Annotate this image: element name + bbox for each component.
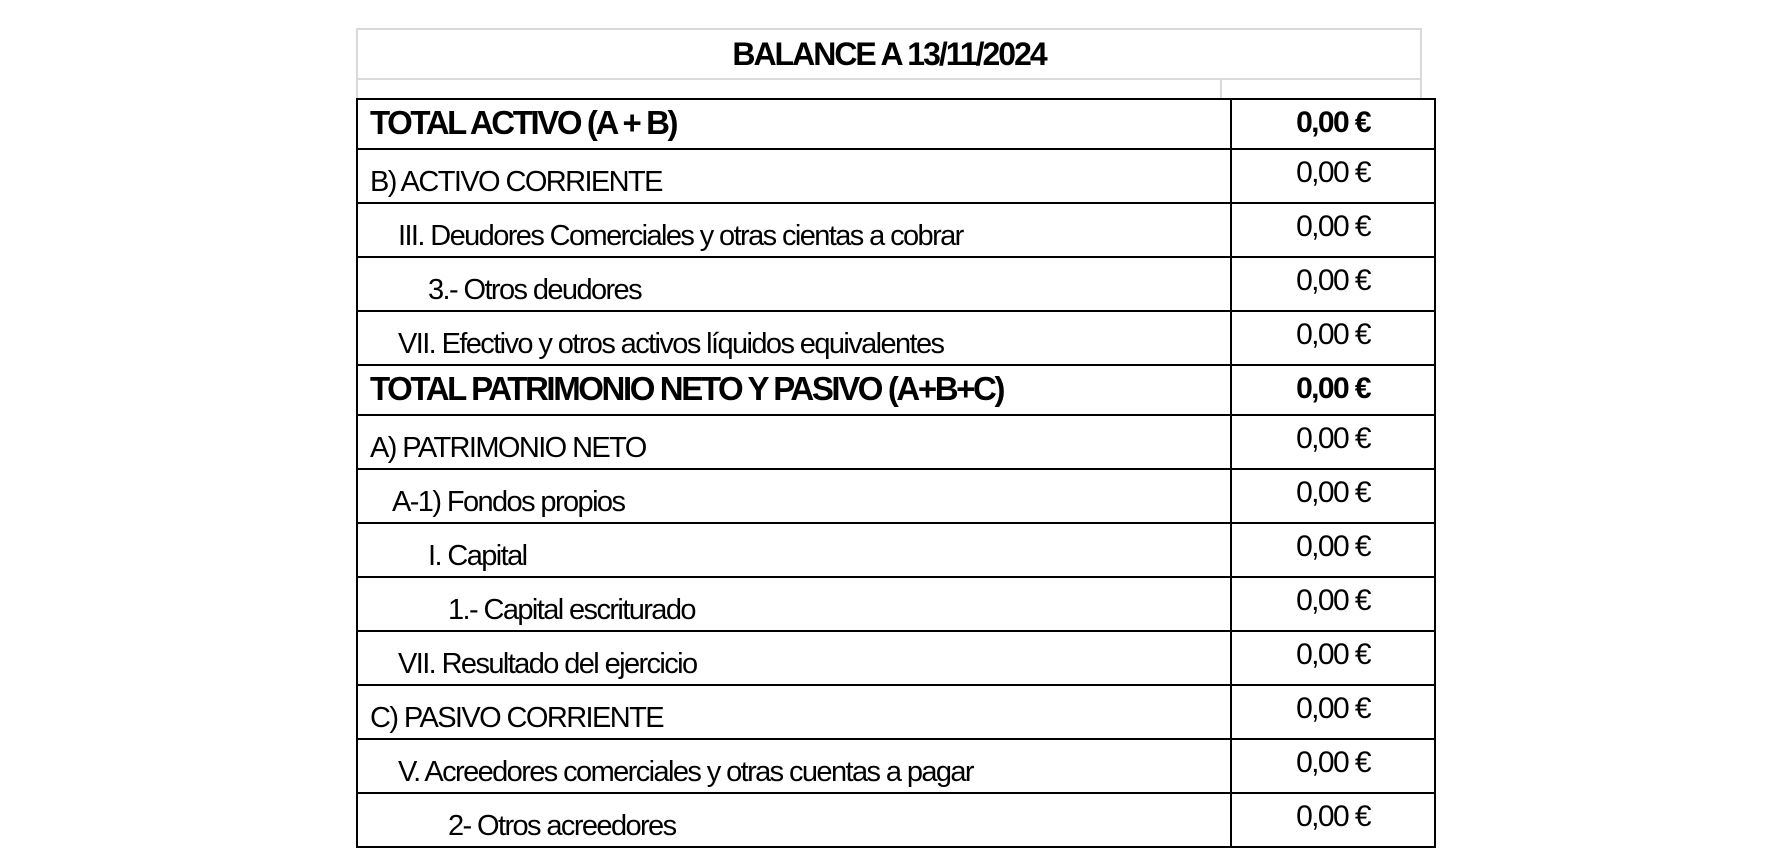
- table-row: [357, 203, 1435, 257]
- row-label: I. Capital: [357, 523, 1231, 577]
- balance-table: [356, 98, 1436, 848]
- row-label: 2- Otros acreedores: [357, 793, 1231, 847]
- row-amount: 0,00 €: [1231, 739, 1435, 793]
- table-row: [357, 793, 1435, 847]
- row-amount: 0,00 €: [1231, 257, 1435, 311]
- row-label: A-1) Fondos propios: [357, 469, 1231, 523]
- row-label: V. Acreedores comerciales y otras cuentas a pagar: [357, 739, 1231, 793]
- balance-sheet: [356, 28, 1422, 848]
- row-label: 1.- Capital escriturado: [357, 577, 1231, 631]
- row-amount: 0,00 €: [1231, 523, 1435, 577]
- row-amount: 0,00 €: [1231, 365, 1435, 415]
- spacer-row: [356, 78, 1422, 98]
- row-amount: 0,00 €: [1231, 631, 1435, 685]
- balance-title: BALANCE A 13/11/2024: [356, 28, 1422, 78]
- table-row: [357, 149, 1435, 203]
- row-amount: 0,00 €: [1231, 311, 1435, 365]
- row-amount: 0,00 €: [1231, 469, 1435, 523]
- row-label: B) ACTIVO CORRIENTE: [357, 149, 1231, 203]
- table-row: [357, 311, 1435, 365]
- row-amount: 0,00 €: [1231, 99, 1435, 149]
- table-row: [357, 685, 1435, 739]
- row-amount: 0,00 €: [1231, 577, 1435, 631]
- row-label: III. Deudores Comerciales y otras cientas a cobrar: [357, 203, 1231, 257]
- row-label: TOTAL ACTIVO (A + B): [357, 99, 1231, 149]
- table-row: [357, 415, 1435, 469]
- row-label: 3.- Otros deudores: [357, 257, 1231, 311]
- table-row: [357, 577, 1435, 631]
- row-label: A) PATRIMONIO NETO: [357, 415, 1231, 469]
- table-row-total-activo: [357, 99, 1435, 149]
- row-amount: 0,00 €: [1231, 415, 1435, 469]
- row-label: VII. Efectivo y otros activos líquidos equivalentes: [357, 311, 1231, 365]
- row-amount: 0,00 €: [1231, 203, 1435, 257]
- row-amount: 0,00 €: [1231, 149, 1435, 203]
- row-label: TOTAL PATRIMONIO NETO Y PASIVO (A+B+C): [357, 365, 1231, 415]
- table-row: [357, 739, 1435, 793]
- row-amount: 0,00 €: [1231, 793, 1435, 847]
- row-label: C) PASIVO CORRIENTE: [357, 685, 1231, 739]
- row-label: VII. Resultado del ejercicio: [357, 631, 1231, 685]
- table-row-total-patrimonio: [357, 365, 1435, 415]
- row-amount: 0,00 €: [1231, 685, 1435, 739]
- table-row: [357, 523, 1435, 577]
- spacer-cell: [358, 80, 1222, 98]
- table-row: [357, 631, 1435, 685]
- table-row: [357, 257, 1435, 311]
- table-row: [357, 469, 1435, 523]
